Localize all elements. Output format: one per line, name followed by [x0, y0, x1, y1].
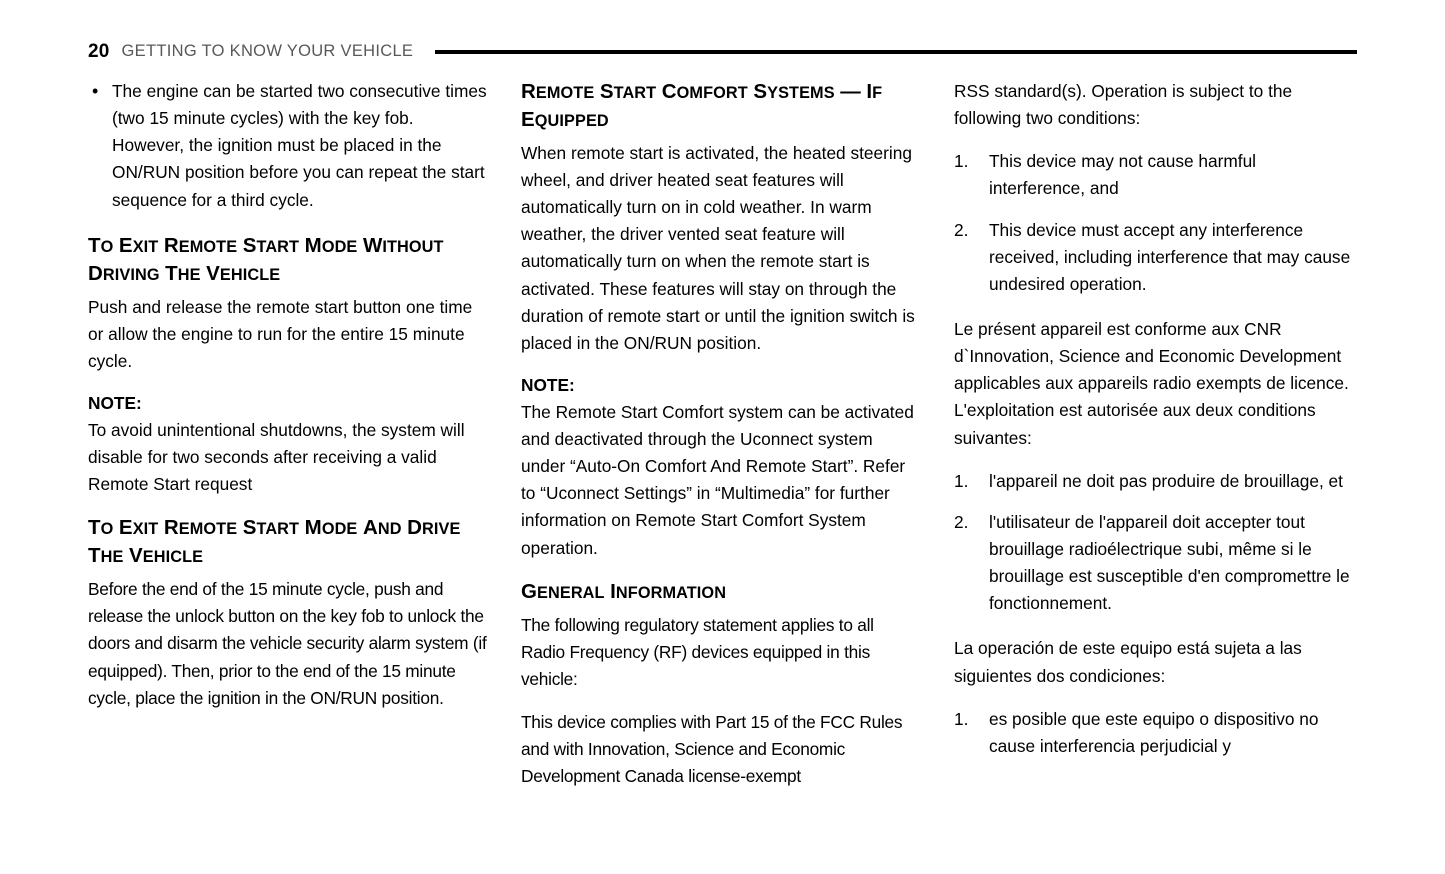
- list-item-number: 2.: [954, 219, 969, 240]
- column-3: [954, 78, 1356, 807]
- list-item-text: l'utilisateur de l'appareil doit accepter tout brouillage radioélectrique subi, même si le brouillage est susceptible d'en compromettre le fonctionnement.: [989, 511, 1350, 614]
- section-heading-remote-start-comfort: REMOTE START COMFORT SYSTEMS — IF EQUIPPED: [521, 80, 883, 131]
- section-heading-exit-and-drive: TO EXIT REMOTE START MODE AND DRIVE THE VEHICLE: [88, 516, 461, 568]
- column-1: [88, 78, 488, 807]
- page-number: 20: [88, 40, 110, 62]
- section-heading-general-information: GENERAL INFORMATION: [521, 579, 727, 603]
- paragraph-spanish: La operación de este equipo está sujeta a las siguientes dos condiciones:: [954, 638, 1302, 686]
- list-item: • The engine can be started two consecutive times (two 15 minute cycles) with the key fob. However, the ignition must be placed in the ON/RUN position before you can repeat the start sequence for a third cycle.: [88, 78, 488, 214]
- list-item-number: 1.: [954, 708, 969, 729]
- numbered-list-english: [954, 148, 1356, 298]
- chapter-title: GETTING TO KNOW YOUR VEHICLE: [121, 41, 414, 60]
- paragraph: The following regulatory statement applies to all Radio Frequency (RF) devices equipped in this vehicle:: [521, 614, 874, 689]
- list-item-text: l'appareil ne doit pas produire de brouillage, et: [989, 470, 1343, 491]
- list-item-text: This device must accept any interference received, including interference that may cause undesired operation.: [989, 219, 1351, 294]
- paragraph: Push and release the remote start button one time or allow the engine to run for the entire 15 minute cycle.: [88, 296, 473, 371]
- paragraph-french: Le présent appareil est conforme aux CNR d`Innovation, Science and Economic Development applicables aux appareils radio exempts de licence. L'exploitation est autorisée aux deux conditions suivantes:: [954, 318, 1349, 448]
- list-item: [954, 509, 1356, 618]
- list-item: [954, 706, 1356, 760]
- bullet-list: [88, 78, 488, 214]
- page-header: [88, 38, 1357, 64]
- note-body: The Remote Start Comfort system can be activated and deactivated through the Uconnect system under “Auto-On Comfort And Remote Start”. Refer to “Uconnect Settings” in “Multimedia” for further information on Remote Start Comfort System operation.: [521, 401, 914, 558]
- header-rule: [435, 50, 1357, 54]
- list-item: [954, 217, 1356, 298]
- list-item: [954, 468, 1356, 495]
- list-item-number: 1.: [954, 151, 969, 172]
- paragraph: This device complies with Part 15 of the FCC Rules and with Innovation, Science and Economic Development Canada license-exempt: [521, 712, 903, 787]
- list-item-number: 2.: [954, 511, 969, 532]
- paragraph: Before the end of the 15 minute cycle, push and release the unlock button on the key fob to unlock the doors and disarm the vehicle security alarm system (if equipped). Then, prior to the end of the 15 minute cycle, place the ignition in the ON/RUN position.: [88, 579, 487, 708]
- note-label: NOTE:: [88, 392, 142, 413]
- section-heading-exit-without-driving: TO EXIT REMOTE START MODE WITHOUT DRIVING THE VEHICLE: [88, 233, 444, 285]
- page-columns: [88, 78, 1358, 807]
- paragraph: RSS standard(s). Operation is subject to the following two conditions:: [954, 81, 1293, 129]
- note-label: NOTE:: [521, 374, 575, 395]
- numbered-list-spanish: [954, 706, 1356, 760]
- list-item-number: 1.: [954, 470, 969, 491]
- list-item: [954, 148, 1356, 202]
- list-item-text: es posible que este equipo o dispositivo no cause interferencia perjudicial y: [989, 708, 1319, 756]
- numbered-list-french: [954, 468, 1356, 618]
- list-item-text: This device may not cause harmful interference, and: [989, 151, 1257, 199]
- note-body: To avoid unintentional shutdowns, the system will disable for two seconds after receiving a valid Remote Start request: [88, 419, 465, 495]
- column-2: [521, 78, 921, 807]
- paragraph: When remote start is activated, the heated steering wheel, and driver heated seat features will automatically turn on in cold weather. In warm weather, the driver vented seat feature will automatically turn on when the remote start is activated. These features will stay on through the duration of remote start or until the ignition switch is placed in the ON/RUN position.: [521, 142, 915, 353]
